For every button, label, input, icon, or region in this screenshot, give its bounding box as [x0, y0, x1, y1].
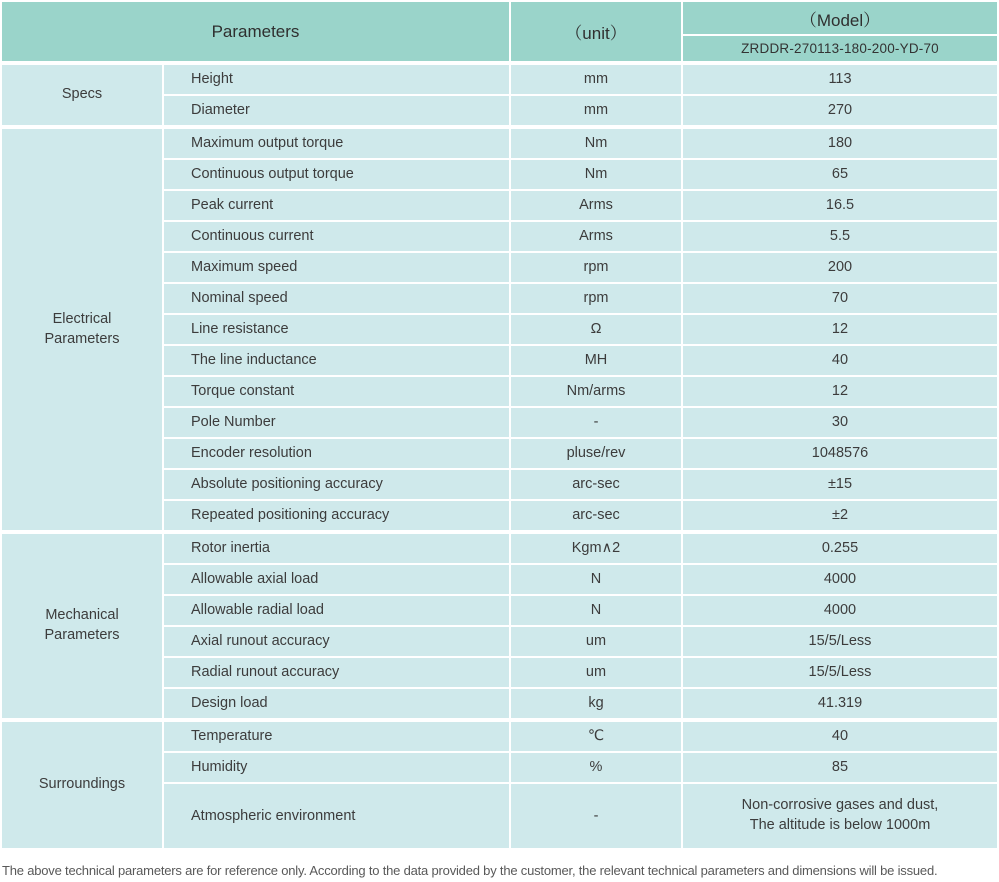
- value-cell: 15/5/Less: [683, 627, 997, 656]
- group-label-surroundings: [2, 720, 162, 848]
- param-cell: Allowable radial load: [164, 596, 509, 625]
- unit-cell: rpm: [511, 253, 681, 282]
- value-cell: 15/5/Less: [683, 658, 997, 687]
- unit-cell: pluse/rev: [511, 439, 681, 468]
- unit-cell: %: [511, 753, 681, 782]
- unit-cell: kg: [511, 689, 681, 718]
- unit-cell: -: [511, 408, 681, 437]
- header-unit: （unit）: [511, 2, 681, 61]
- value-line-2: The altitude is below 1000m: [749, 817, 931, 833]
- value-cell: 0.255: [683, 532, 997, 563]
- value-cell: 4000: [683, 565, 997, 594]
- param-cell: Continuous output torque: [164, 160, 509, 189]
- unit-cell: mm: [511, 63, 681, 94]
- unit-cell: N: [511, 596, 681, 625]
- param-cell: Diameter: [164, 96, 509, 125]
- value-cell: 4000: [683, 596, 997, 625]
- value-cell: 12: [683, 377, 997, 406]
- value-cell: 70: [683, 284, 997, 313]
- unit-cell: Nm: [511, 127, 681, 158]
- unit-cell: arc-sec: [511, 501, 681, 530]
- group-label-text: Surroundings: [38, 776, 126, 793]
- param-cell: Maximum output torque: [164, 127, 509, 158]
- unit-cell: Arms: [511, 222, 681, 251]
- group-electrical: [2, 127, 997, 530]
- param-cell: Temperature: [164, 720, 509, 751]
- group-label-text: Electrical Parameters: [44, 310, 120, 347]
- unit-cell: Nm: [511, 160, 681, 189]
- group-specs: [2, 63, 997, 125]
- table-row: [2, 127, 997, 158]
- group-label-text: Specs: [61, 86, 103, 103]
- unit-cell: mm: [511, 96, 681, 125]
- group-mechanical: [2, 532, 997, 718]
- unit-cell: Ω: [511, 315, 681, 344]
- param-cell: Atmospheric environment: [164, 784, 509, 848]
- param-cell: Height: [164, 63, 509, 94]
- unit-cell: arc-sec: [511, 470, 681, 499]
- table-row: [2, 63, 997, 94]
- value-cell: 270: [683, 96, 997, 125]
- param-cell: Design load: [164, 689, 509, 718]
- value-cell: 16.5: [683, 191, 997, 220]
- unit-cell: -: [511, 784, 681, 848]
- value-cell: 41.319: [683, 689, 997, 718]
- unit-cell: Arms: [511, 191, 681, 220]
- param-cell: Pole Number: [164, 408, 509, 437]
- param-cell: Maximum speed: [164, 253, 509, 282]
- param-cell: Continuous current: [164, 222, 509, 251]
- value-cell: 40: [683, 720, 997, 751]
- unit-cell: Nm/arms: [511, 377, 681, 406]
- param-cell: Repeated positioning accuracy: [164, 501, 509, 530]
- value-cell: [683, 784, 997, 848]
- param-cell: Peak current: [164, 191, 509, 220]
- header-parameters: Parameters: [2, 2, 509, 61]
- param-cell: Torque constant: [164, 377, 509, 406]
- param-cell: Nominal speed: [164, 284, 509, 313]
- unit-cell: ℃: [511, 720, 681, 751]
- value-cell: 40: [683, 346, 997, 375]
- header-model: （Model）: [683, 2, 997, 34]
- unit-cell: N: [511, 565, 681, 594]
- param-cell: Axial runout accuracy: [164, 627, 509, 656]
- table-row: [2, 720, 997, 751]
- param-cell: Encoder resolution: [164, 439, 509, 468]
- unit-cell: rpm: [511, 284, 681, 313]
- unit-cell: MH: [511, 346, 681, 375]
- value-cell: 180: [683, 127, 997, 158]
- table-header: [2, 2, 997, 61]
- reference-note: The above technical parameters are for reference only. According to the data provided by the customer, the relevant technical parameters and dimensions will be issued.: [2, 863, 938, 878]
- group-label-text: Mechanical Parameters: [44, 607, 120, 643]
- unit-cell: um: [511, 658, 681, 687]
- value-cell: 5.5: [683, 222, 997, 251]
- param-cell: Absolute positioning accuracy: [164, 470, 509, 499]
- group-label-mechanical: [2, 532, 162, 718]
- group-label-specs: [2, 63, 162, 125]
- group-surroundings: [2, 720, 997, 848]
- value-cell: ±2: [683, 501, 997, 530]
- header-row-top: [2, 2, 997, 34]
- param-cell: Radial runout accuracy: [164, 658, 509, 687]
- value-cell: 85: [683, 753, 997, 782]
- value-cell: 113: [683, 63, 997, 94]
- param-cell: Humidity: [164, 753, 509, 782]
- value-cell: 1048576: [683, 439, 997, 468]
- header-model-number: ZRDDR-270113-180-200-YD-70: [683, 36, 997, 61]
- unit-cell: Kgm∧2: [511, 532, 681, 563]
- table-row: [2, 532, 997, 563]
- unit-cell: um: [511, 627, 681, 656]
- value-line-1: Non-corrosive gases and dust,: [741, 797, 939, 814]
- group-label-electrical: [2, 127, 162, 530]
- value-cell: 65: [683, 160, 997, 189]
- param-cell: Allowable axial load: [164, 565, 509, 594]
- value-cell: 200: [683, 253, 997, 282]
- value-cell: ±15: [683, 470, 997, 499]
- param-cell: The line inductance: [164, 346, 509, 375]
- value-cell: 12: [683, 315, 997, 344]
- param-cell: Rotor inertia: [164, 532, 509, 563]
- value-cell: 30: [683, 408, 997, 437]
- param-cell: Line resistance: [164, 315, 509, 344]
